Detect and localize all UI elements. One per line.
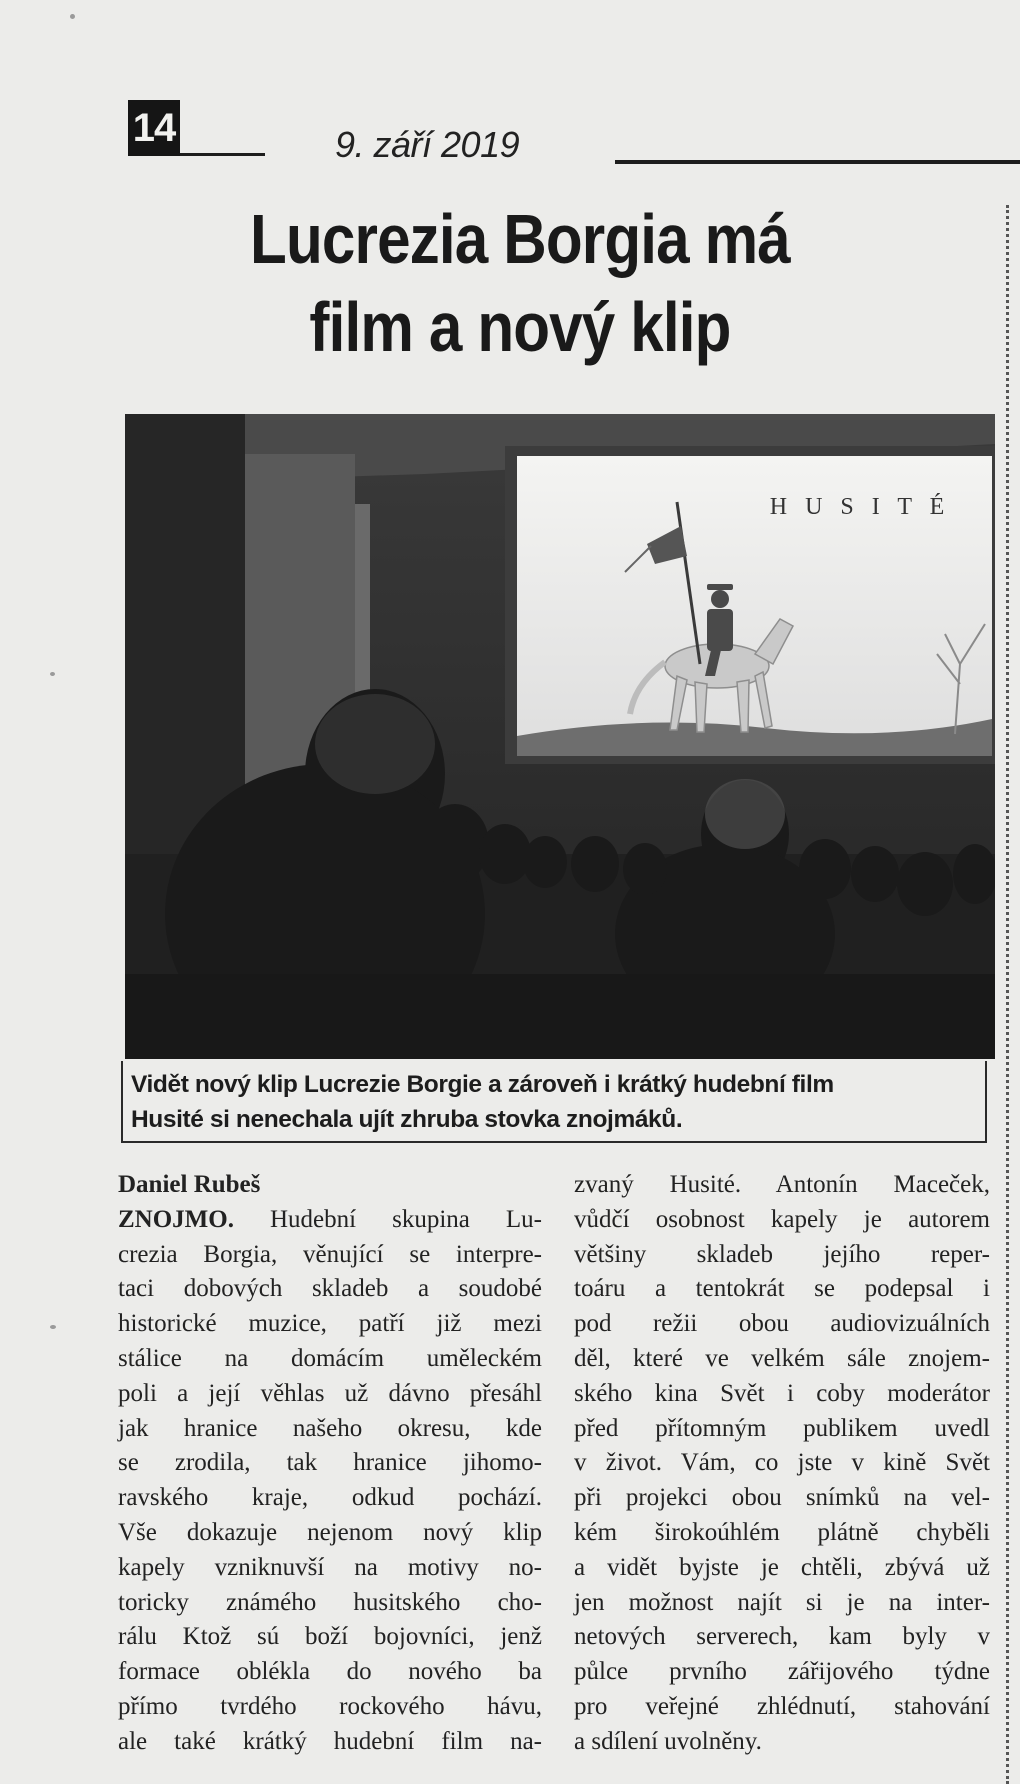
body-line: poli a její věhlas už dávno přesáhl xyxy=(118,1379,542,1407)
column-divider-dotted xyxy=(1006,205,1009,1784)
body-line: v život. Vám, co jste v kině Svět xyxy=(574,1449,990,1477)
caption-line-2: Husité si nenechala ujít zhruba stovka znojmáků. xyxy=(131,1106,683,1133)
header-rule-left xyxy=(180,153,265,156)
body-line: netových serverech, kam byly v xyxy=(574,1623,990,1651)
body-line: toáru a tentokrát se podepsal i xyxy=(574,1275,990,1303)
body-line: formace oblékla do nového ba xyxy=(118,1658,542,1686)
body-line: jak hranice našeho okresu, kde xyxy=(118,1414,542,1442)
body-line: ZNOJMO. Hudební skupina Lu- xyxy=(118,1205,543,1233)
headline-line-1: Lucrezia Borgia má xyxy=(250,200,790,278)
body-line: toricky známého husitského cho- xyxy=(118,1588,542,1616)
body-line: Vše dokazuje nejenom nový klip xyxy=(118,1518,542,1546)
screen-title: H U S I T É xyxy=(769,494,951,520)
body-line: půlce prvního zářijového týdne xyxy=(574,1658,990,1686)
body-line: pro veřejné zhlédnutí, stahování xyxy=(574,1692,990,1720)
photo-caption xyxy=(121,1061,987,1143)
body-line: ského kina Svět i coby moderátor xyxy=(574,1379,990,1407)
body-line: kém širokoúhlém plátně chyběli xyxy=(574,1518,990,1546)
body-line: se zrodila, tak hranice jihomo- xyxy=(118,1449,542,1477)
body-line: rálu Ktož sú boží bojovníci, jenž xyxy=(118,1623,542,1651)
body-line: historické muzice, patří již mezi xyxy=(118,1310,542,1338)
body-line: a vidět byjste je chtěli, zbývá už xyxy=(574,1553,990,1581)
body-line: jen možnost najít si je na inter- xyxy=(574,1588,990,1616)
cinema-photo xyxy=(125,414,995,1059)
dateline: ZNOJMO. xyxy=(118,1205,234,1233)
header-rule-right xyxy=(615,160,1020,164)
body-line: vůdčí osobnost kapely je autorem xyxy=(574,1205,990,1233)
body-line: přímo tvrdého rockového hávu, xyxy=(118,1692,542,1720)
body-line: a sdílení uvolněny. xyxy=(574,1727,762,1755)
cinema-photo-illustration xyxy=(125,414,995,1059)
headline-line-2: film a nový klip xyxy=(309,288,731,366)
body-line: ale také krátký hudební film na- xyxy=(118,1727,542,1755)
body-line: většiny skladeb jejího reper- xyxy=(574,1240,990,1268)
body-line: děl, které ve velkém sále znojem- xyxy=(574,1344,990,1372)
body-line: taci dobových skladeb a soudobé xyxy=(118,1275,542,1303)
author-byline: Daniel Rubeš xyxy=(118,1171,261,1198)
article-headline xyxy=(202,195,838,371)
page-number: 14 xyxy=(128,100,180,156)
body-line: ravského kraje, odkud pochází. xyxy=(118,1484,542,1512)
article-column-left xyxy=(118,1168,542,1760)
body-line: kapely vzniknuvší na motivy no- xyxy=(118,1553,542,1581)
body-line: při projekci obou snímků na vel- xyxy=(574,1484,990,1512)
body-line: pod režii obou audiovizuálních xyxy=(574,1310,990,1338)
article-column-right xyxy=(574,1168,990,1760)
issue-date: 9. září 2019 xyxy=(335,124,520,165)
body-line: zvaný Husité. Antonín Maceček, xyxy=(574,1171,990,1198)
body-line: před přítomným publikem uvedl xyxy=(574,1414,990,1442)
caption-line-1: Vidět nový klip Lucrezie Borgie a zároveň i krátký hudební film xyxy=(131,1071,834,1098)
body-line: crezia Borgia, věnující se interpre- xyxy=(118,1240,542,1268)
body-line: stálice na domácím uměleckém xyxy=(118,1344,542,1372)
